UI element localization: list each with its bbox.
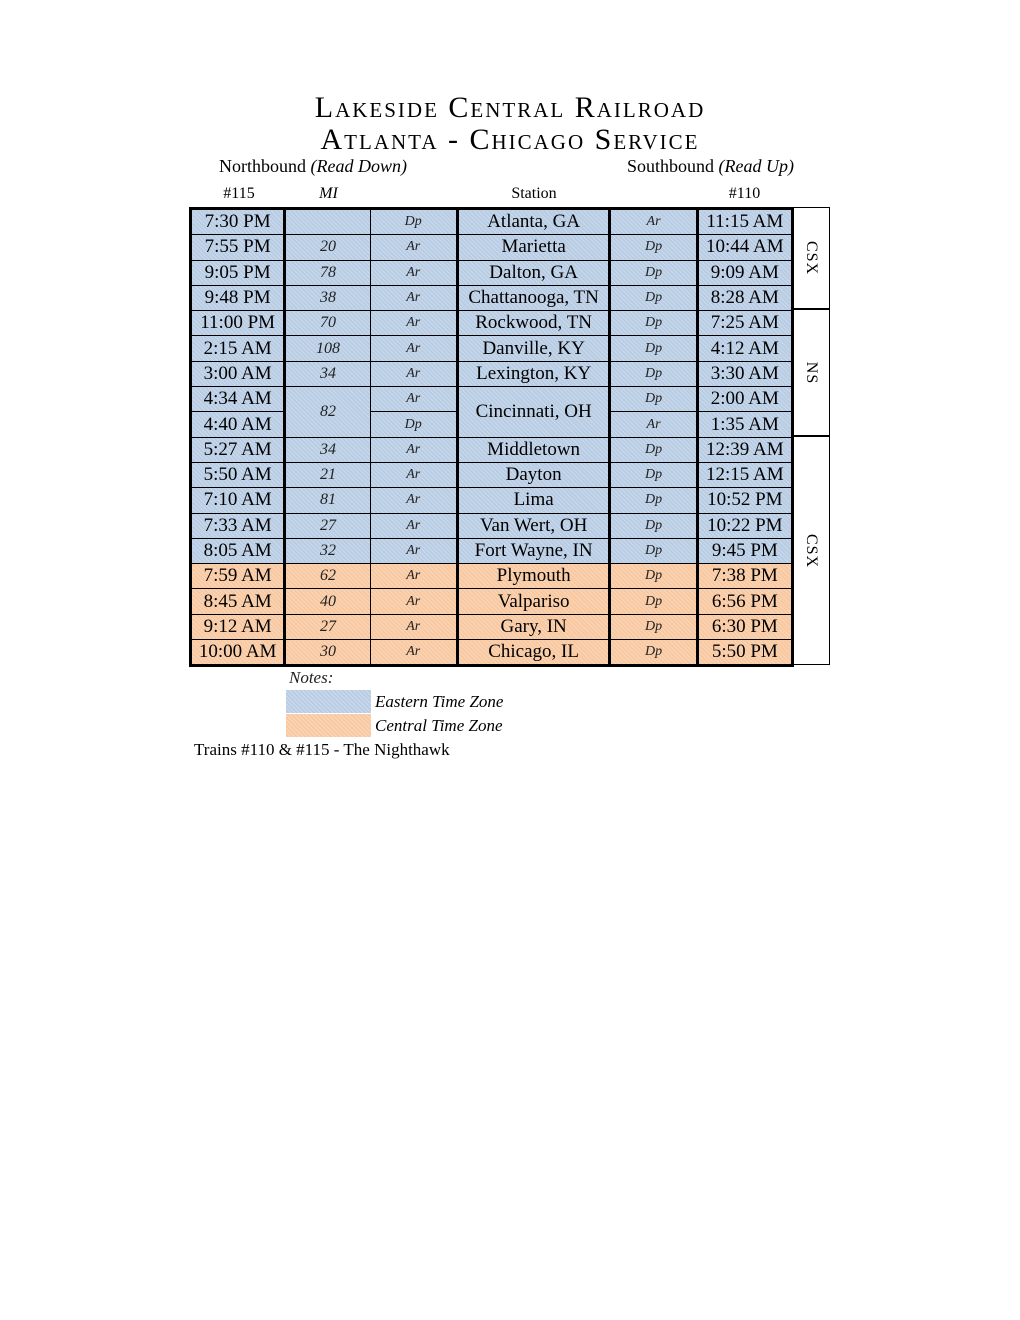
northbound-code: Ar	[370, 285, 457, 310]
railroad-segment-3	[793, 436, 830, 665]
southbound-code: Dp	[610, 361, 697, 386]
northbound-time: 10:00 AM	[191, 640, 285, 666]
northbound-code: Dp	[370, 209, 457, 235]
northbound-label	[219, 156, 407, 177]
northbound-time: 7:55 PM	[191, 235, 285, 260]
southbound-time: 7:25 AM	[697, 311, 792, 336]
southbound-code: Dp	[610, 235, 697, 260]
northbound-time: 4:40 AM	[191, 412, 285, 437]
northbound-text: Northbound	[219, 156, 306, 176]
northbound-code: Ar	[370, 513, 457, 538]
northbound-time: 8:05 AM	[191, 538, 285, 563]
northbound-note: (Read Down)	[310, 156, 407, 176]
northbound-time: 3:00 AM	[191, 361, 285, 386]
table-row	[191, 235, 793, 260]
station-name: Chicago, IL	[457, 640, 610, 666]
miles-cell: 81	[285, 488, 370, 513]
table-row	[191, 564, 793, 589]
southbound-time: 9:09 AM	[697, 260, 792, 285]
southbound-code: Dp	[610, 387, 697, 412]
miles-cell: 32	[285, 538, 370, 563]
northbound-time: 2:15 AM	[191, 336, 285, 361]
miles-cell: 27	[285, 513, 370, 538]
railroad-label: CSX	[803, 240, 821, 276]
miles-cell: 62	[285, 564, 370, 589]
railroad-segment-2	[793, 309, 830, 436]
southbound-code: Dp	[610, 589, 697, 614]
central-zone-label: Central Time Zone	[375, 716, 503, 735]
southbound-time: 4:12 AM	[697, 336, 792, 361]
northbound-code: Ar	[370, 260, 457, 285]
northbound-code: Dp	[370, 412, 457, 437]
southbound-code: Dp	[610, 513, 697, 538]
southbound-code: Dp	[610, 437, 697, 462]
table-row	[191, 209, 793, 235]
station-name: Danville, KY	[457, 336, 610, 361]
southbound-time: 12:39 AM	[697, 437, 792, 462]
southbound-note: (Read Up)	[718, 156, 794, 176]
station-name: Lima	[457, 488, 610, 513]
northbound-time: 9:05 PM	[191, 260, 285, 285]
southbound-text: Southbound	[627, 156, 715, 176]
northbound-code: Ar	[370, 387, 457, 412]
northbound-code: Ar	[370, 564, 457, 589]
southbound-code: Dp	[610, 260, 697, 285]
northbound-code: Ar	[370, 538, 457, 563]
table-row	[191, 260, 793, 285]
page-subtitle: Atlanta - Chicago Service	[320, 123, 700, 156]
northbound-time: 5:50 AM	[191, 462, 285, 487]
station-name: Chattanooga, TN	[457, 285, 610, 310]
miles-cell	[285, 209, 370, 235]
station-name: Valpariso	[457, 589, 610, 614]
northbound-time: 4:34 AM	[191, 387, 285, 412]
station-name: Gary, IN	[457, 614, 610, 639]
footnote: Trains #110 & #115 - The Nighthawk	[194, 740, 450, 759]
table-row	[191, 513, 793, 538]
station-name: Van Wert, OH	[457, 513, 610, 538]
northbound-code: Ar	[370, 589, 457, 614]
southbound-time: 9:45 PM	[697, 538, 792, 563]
northbound-train-header: #115	[223, 185, 255, 202]
railroad-label: NS	[803, 361, 821, 384]
northbound-time: 5:27 AM	[191, 437, 285, 462]
southbound-code: Dp	[610, 640, 697, 666]
southbound-time: 1:35 AM	[697, 412, 792, 437]
southbound-time: 8:28 AM	[697, 285, 792, 310]
station-name: Middletown	[457, 437, 610, 462]
southbound-code: Ar	[610, 412, 697, 437]
station-name: Marietta	[457, 235, 610, 260]
northbound-code: Ar	[370, 640, 457, 666]
southbound-time: 6:30 PM	[697, 614, 792, 639]
northbound-code: Ar	[370, 488, 457, 513]
table-row	[191, 285, 793, 310]
northbound-code: Ar	[370, 235, 457, 260]
southbound-time: 12:15 AM	[697, 462, 792, 487]
station-name: Plymouth	[457, 564, 610, 589]
southbound-code: Dp	[610, 311, 697, 336]
southbound-time: 7:38 PM	[697, 564, 792, 589]
northbound-code: Ar	[370, 311, 457, 336]
station-name: Cincinnati, OH	[457, 387, 610, 438]
eastern-zone-label: Eastern Time Zone	[375, 692, 504, 711]
southbound-time: 11:15 AM	[697, 209, 792, 235]
miles-cell: 78	[285, 260, 370, 285]
southbound-time: 3:30 AM	[697, 361, 792, 386]
timetable	[189, 207, 794, 667]
table-row	[191, 311, 793, 336]
station-name: Dalton, GA	[457, 260, 610, 285]
table-row	[191, 614, 793, 639]
southbound-code: Dp	[610, 564, 697, 589]
station-name: Rockwood, TN	[457, 311, 610, 336]
miles-cell: 21	[285, 462, 370, 487]
southbound-code: Dp	[610, 462, 697, 487]
northbound-time: 7:10 AM	[191, 488, 285, 513]
southbound-time: 6:56 PM	[697, 589, 792, 614]
southbound-code: Ar	[610, 209, 697, 235]
southbound-label	[627, 156, 794, 177]
miles-cell: 38	[285, 285, 370, 310]
northbound-time: 7:30 PM	[191, 209, 285, 235]
table-row	[191, 437, 793, 462]
northbound-time: 7:33 AM	[191, 513, 285, 538]
southbound-time: 5:50 PM	[697, 640, 792, 666]
miles-cell: 34	[285, 437, 370, 462]
southbound-code: Dp	[610, 488, 697, 513]
miles-cell: 34	[285, 361, 370, 386]
southbound-code: Dp	[610, 538, 697, 563]
notes-label: Notes:	[289, 668, 334, 687]
railroad-segment-1	[793, 207, 830, 309]
miles-cell: 82	[285, 387, 370, 438]
southbound-code: Dp	[610, 614, 697, 639]
central-zone-swatch	[286, 714, 371, 737]
table-row	[191, 488, 793, 513]
station-name: Dayton	[457, 462, 610, 487]
table-row	[191, 387, 793, 412]
southbound-time: 10:52 PM	[697, 488, 792, 513]
miles-cell: 40	[285, 589, 370, 614]
northbound-code: Ar	[370, 437, 457, 462]
southbound-code: Dp	[610, 285, 697, 310]
eastern-zone-swatch	[286, 690, 371, 713]
station-name: Atlanta, GA	[457, 209, 610, 235]
southbound-time: 10:22 PM	[697, 513, 792, 538]
table-row	[191, 462, 793, 487]
northbound-code: Ar	[370, 361, 457, 386]
miles-cell: 108	[285, 336, 370, 361]
northbound-code: Ar	[370, 614, 457, 639]
railroad-label: CSX	[803, 533, 821, 568]
northbound-code: Ar	[370, 462, 457, 487]
table-row	[191, 538, 793, 563]
miles-cell: 70	[285, 311, 370, 336]
miles-cell: 20	[285, 235, 370, 260]
station-name: Fort Wayne, IN	[457, 538, 610, 563]
southbound-code: Dp	[610, 336, 697, 361]
station-header: Station	[511, 185, 557, 202]
southbound-time: 10:44 AM	[697, 235, 792, 260]
page-title: Lakeside Central Railroad	[314, 91, 706, 124]
northbound-time: 8:45 AM	[191, 589, 285, 614]
northbound-time: 7:59 AM	[191, 564, 285, 589]
miles-cell: 27	[285, 614, 370, 639]
southbound-time: 2:00 AM	[697, 387, 792, 412]
northbound-time: 11:00 PM	[191, 311, 285, 336]
miles-header: MI	[319, 185, 338, 202]
northbound-code: Ar	[370, 336, 457, 361]
miles-cell: 30	[285, 640, 370, 666]
table-row	[191, 640, 793, 666]
table-row	[191, 589, 793, 614]
station-name: Lexington, KY	[457, 361, 610, 386]
northbound-time: 9:48 PM	[191, 285, 285, 310]
table-row	[191, 336, 793, 361]
table-row	[191, 361, 793, 386]
southbound-train-header: #110	[728, 185, 761, 202]
northbound-time: 9:12 AM	[191, 614, 285, 639]
